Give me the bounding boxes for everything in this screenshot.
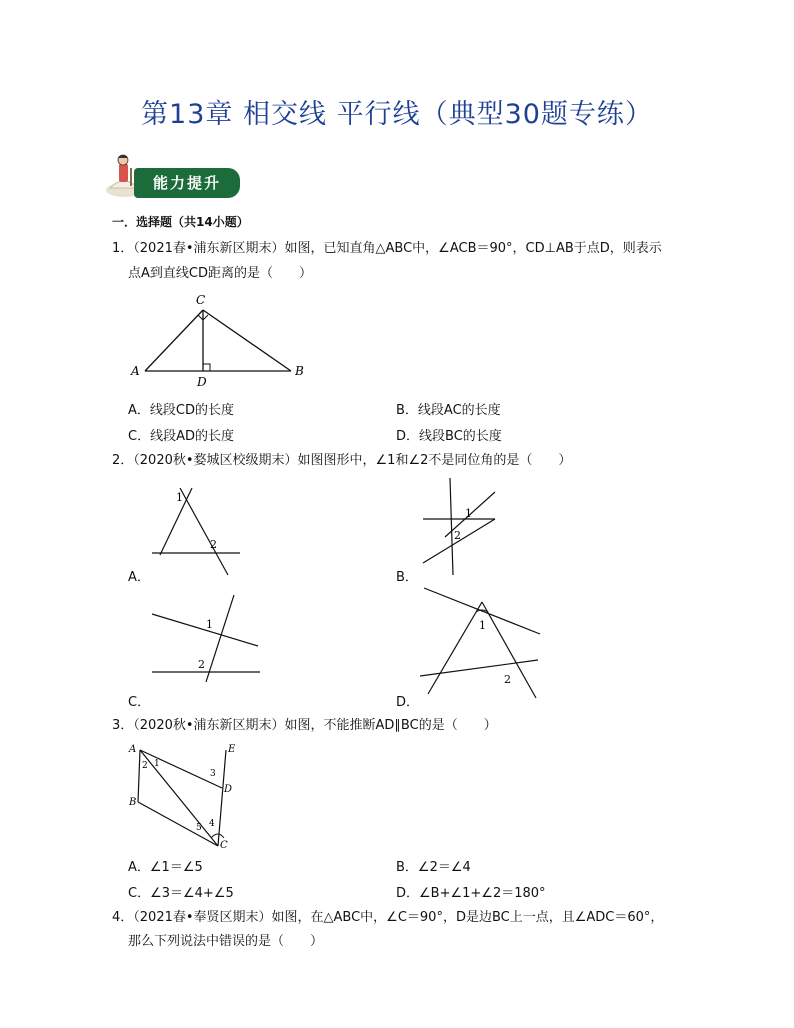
q3-quadrilateral-figure [126, 738, 246, 853]
q2-figure-a [150, 485, 260, 575]
q2-option-d[interactable]: D． [396, 695, 420, 710]
q1-option-c[interactable]: C．线段AD的长度 [128, 429, 234, 444]
q2c-angle1: 1 [206, 618, 213, 631]
q2b-angle2: 2 [454, 529, 461, 542]
q1-label-b: B [295, 364, 304, 378]
q2-figure-b [415, 475, 525, 575]
q2a-angle1: 1 [176, 491, 183, 504]
q3-label-b: B [129, 797, 137, 808]
q2-option-a[interactable]: A． [128, 570, 150, 585]
q2d-angle1: 1 [479, 619, 486, 632]
q1-label-d: D [197, 375, 207, 389]
q1-text-line1: 1．（2021春•浦东新区期末）如图，已知直角△ABC中，∠ACB＝90°，CD⊥AB于点D，则表示 [112, 241, 662, 256]
q2-figure-d [416, 588, 546, 698]
page-title: 第13章 相交线 平行线（典型30题专练） [141, 99, 653, 130]
section-heading: 一．选择题（共14小题） [112, 215, 249, 229]
q3-angle2: 2 [142, 761, 148, 771]
q4-text-line2: 那么下列说法中错误的是（ ） [128, 934, 324, 949]
q2c-angle2: 2 [198, 658, 205, 671]
q3-option-d[interactable]: D．∠B+∠1+∠2＝180° [396, 886, 546, 901]
q3-angle1: 1 [154, 759, 160, 769]
q2-option-c[interactable]: C． [128, 695, 151, 710]
q1-label-c: C [196, 293, 206, 307]
q3-label-c: C [220, 840, 228, 851]
ability-badge: 能力提升 [134, 168, 240, 198]
q3-option-c[interactable]: C．∠3＝∠4+∠5 [128, 886, 234, 901]
q3-label-d: D [224, 784, 233, 795]
q2-text: 2．（2020秋•婺城区校级期末）如图图形中，∠1和∠2不是同位角的是（ ） [112, 453, 572, 468]
q2b-angle1: 1 [465, 507, 472, 520]
q3-angle4: 4 [209, 819, 215, 829]
q3-label-a: A [129, 744, 137, 755]
q3-option-a[interactable]: A．∠1＝∠5 [128, 860, 203, 875]
q4-text-line1: 4．（2021春•奉贤区期末）如图，在△ABC中，∠C＝90°，D是边BC上一点，且∠ADC＝60°， [112, 910, 664, 925]
q1-triangle-figure [128, 290, 328, 390]
q1-option-b[interactable]: B．线段AC的长度 [396, 403, 501, 418]
q2-figure-c [148, 592, 268, 682]
q1-label-a: A [131, 364, 140, 378]
q3-angle3: 3 [210, 769, 216, 779]
q3-option-b[interactable]: B．∠2＝∠4 [396, 860, 471, 875]
q2d-angle2: 2 [504, 673, 511, 686]
q2-option-b[interactable]: B． [396, 570, 418, 585]
q1-option-d[interactable]: D．线段BC的长度 [396, 429, 502, 444]
q3-text: 3．（2020秋•浦东新区期末）如图，不能推断AD∥BC的是（ ） [112, 718, 497, 733]
q3-angle5: 5 [196, 823, 202, 833]
q1-text-line2: 点A到直线CD距离的是（ ） [128, 266, 312, 281]
q2a-angle2: 2 [210, 538, 217, 551]
q1-option-a[interactable]: A．线段CD的长度 [128, 403, 234, 418]
q3-label-e: E [228, 744, 236, 755]
